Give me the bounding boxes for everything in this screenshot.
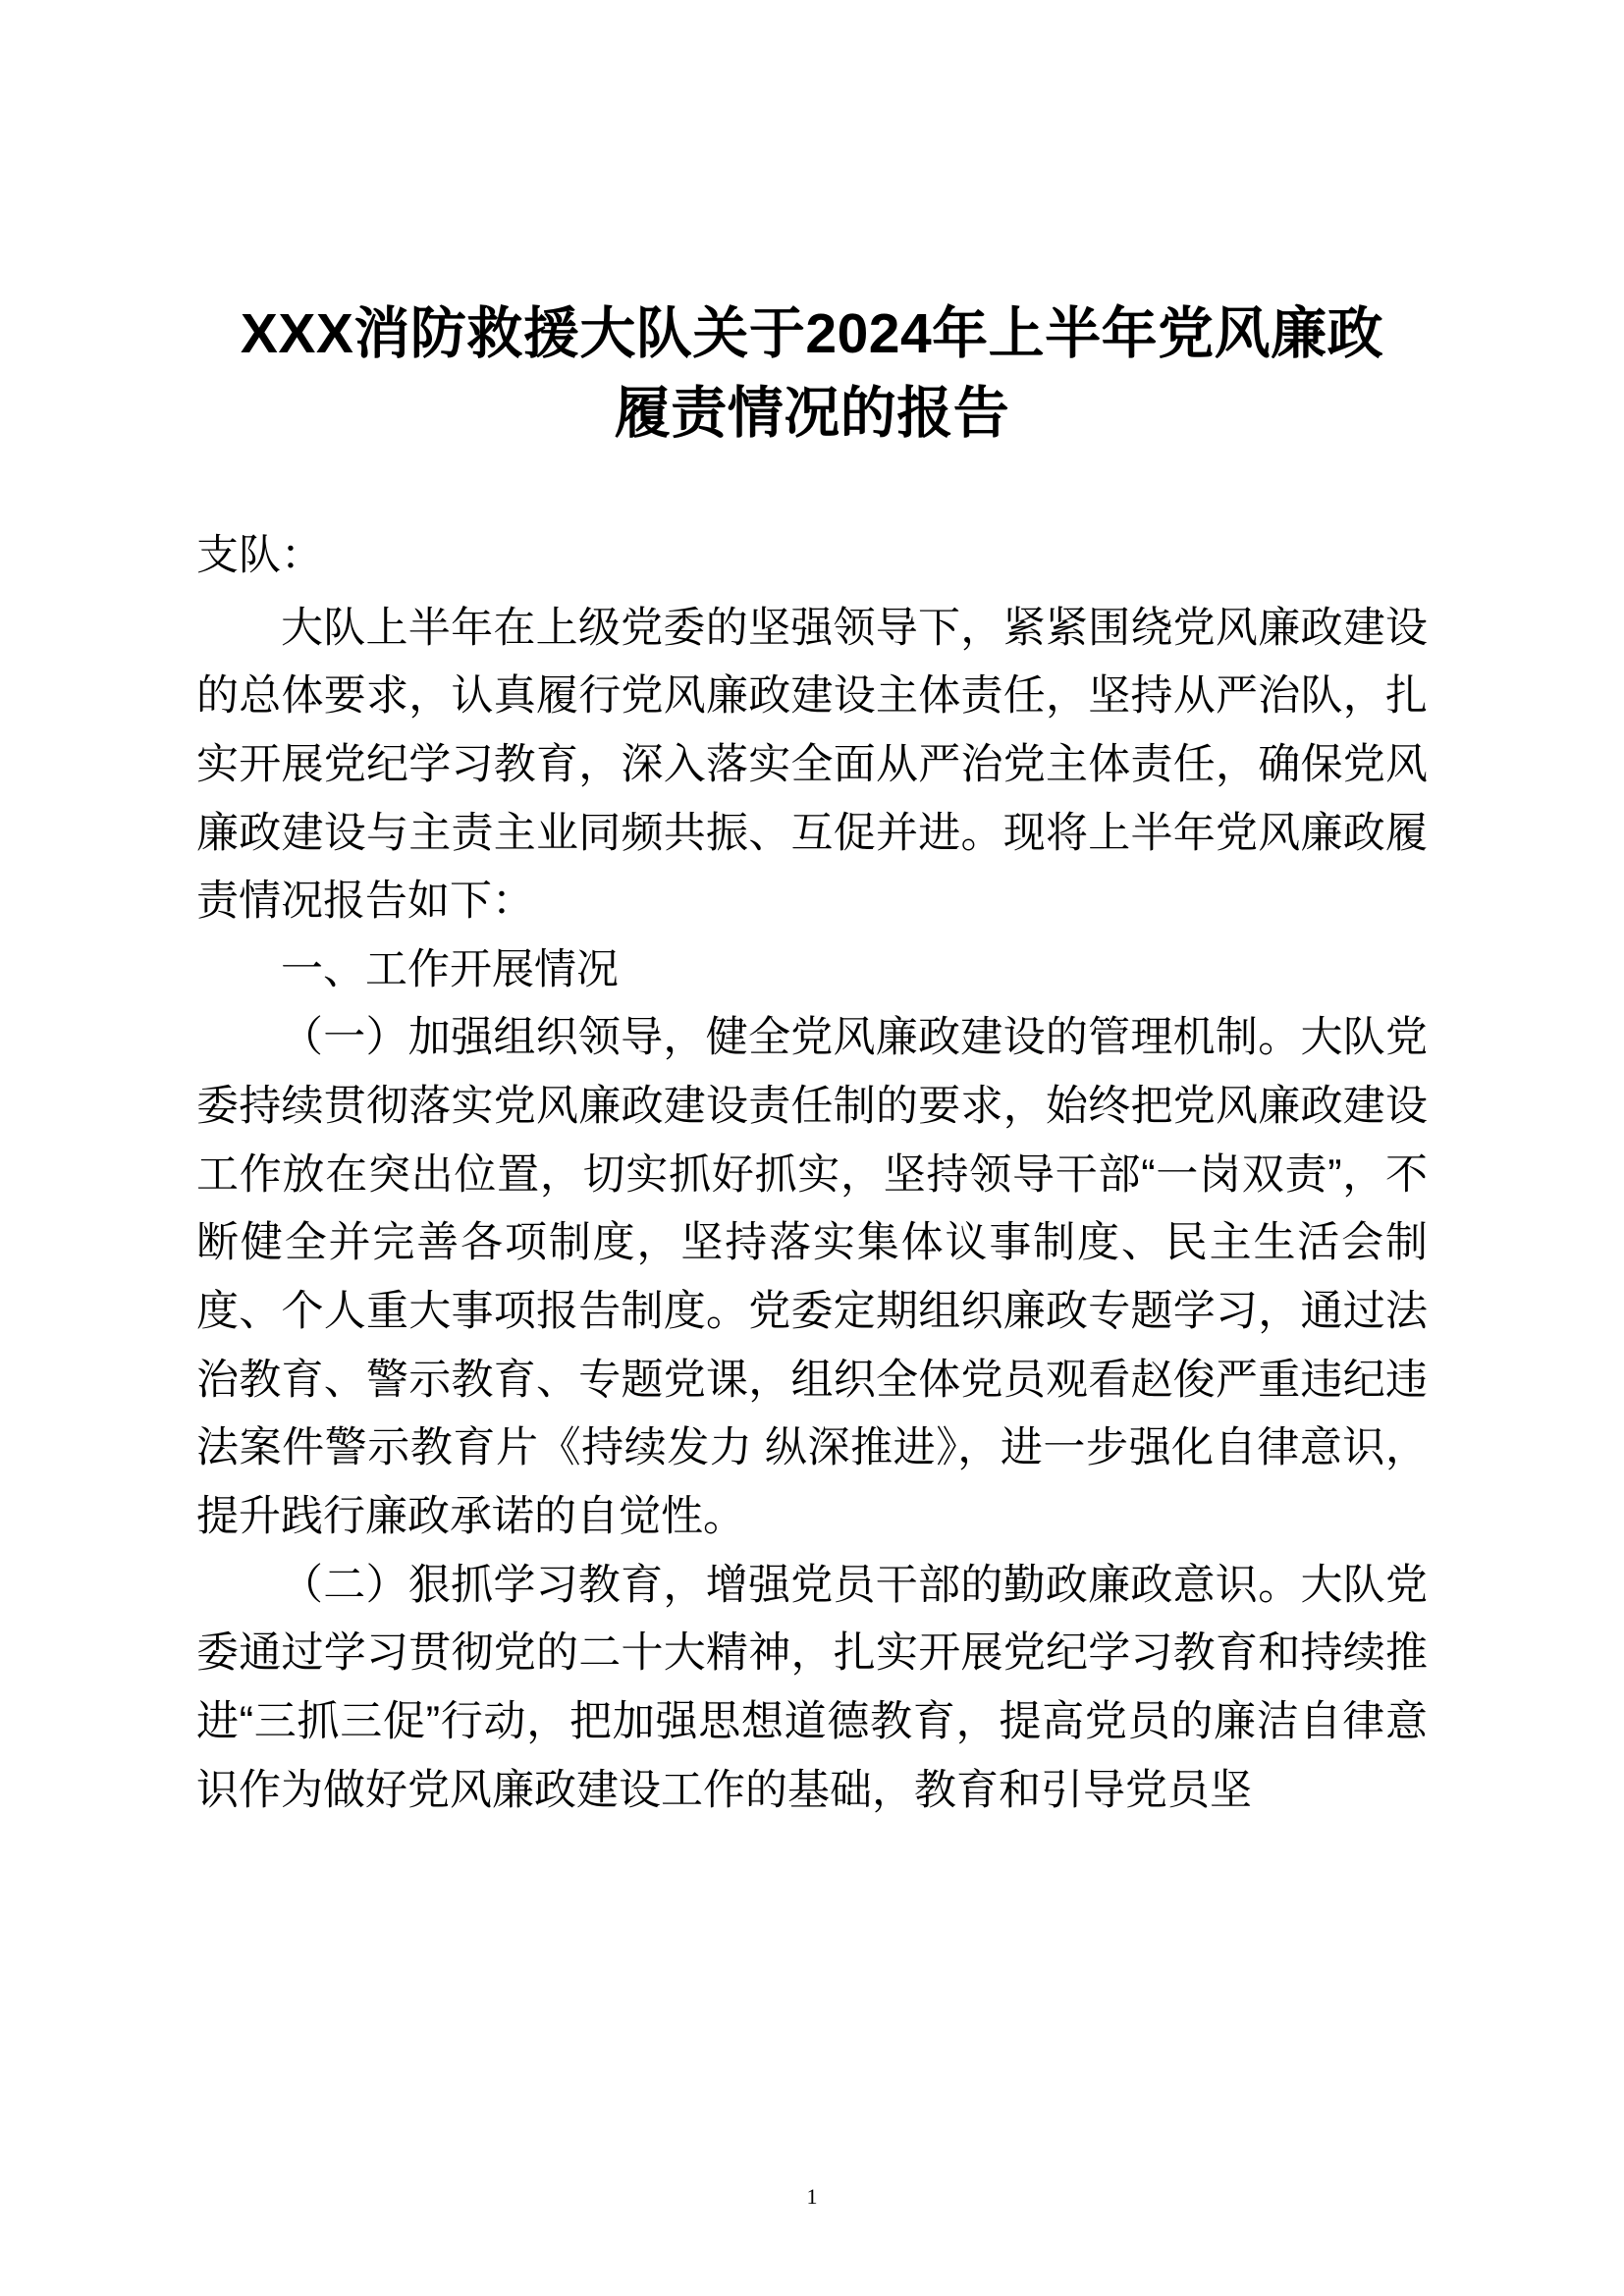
page-title: XXX消防救援大队关于2024年上半年党风廉政履责情况的报告 [240,302,1384,445]
body-paragraph-1: 大队上半年在上级党委的坚强领导下，紧紧围绕党风廉政建设的总体要求，认真履行党风廉政建设主体责任，坚持从严治队，扎实开展党纪学习教育，深入落实全面从严治党主体责任，确保党风廉政建设与主责主业同频共振、互促并进。现将上半年党风廉政履责情况报告如下： [196,604,1428,926]
body-paragraph-2: （一）加强组织领导，健全党风廉政建设的管理机制。大队党委持续贯彻落实党风廉政建设责任制的要求，始终把党风廉政建设工作放在突出位置，切实抓好抓实，坚持领导干部“一岗双责”，不断健全并完善各项制度，坚持落实集体议事制度、民主生活会制度、个人重大事项报告制度。党委定期组织廉政专题学习，通过法治教育、警示教育、专题党课，组织全体党员观看赵俊严重违纪违法案件警示教育片《持续发力 纵深推进》，进一步强化自律意识，提升践行廉政承诺的自觉性。 [196,1014,1428,1541]
salutation: 支队： [196,531,323,579]
section-heading-1: 一、工作开展情况 [281,945,619,993]
page-number: 1 [806,2184,818,2209]
body-paragraph-3: （二）狠抓学习教育，增强党员干部的勤政廉政意识。大队党委通过学习贯彻党的二十大精神，扎实开展党纪学习教育和持续推进“三抓三促”行动，把加强思想道德教育，提高党员的廉洁自律意识作为做好党风廉政建设工作的基础，教育和引导党员坚 [196,1561,1428,1814]
